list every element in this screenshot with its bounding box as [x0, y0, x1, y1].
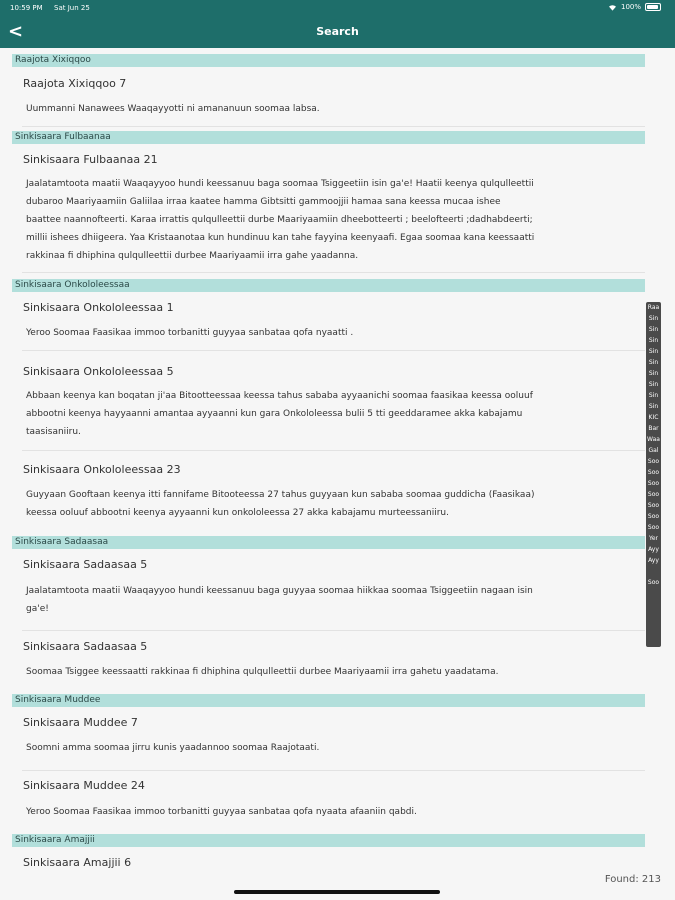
result-text[interactable]: Soomni amma soomaa jirru kunis yaadannoo soomaa Raajotaati. [26, 743, 320, 753]
section-index-item[interactable]: Sin [648, 381, 659, 388]
section-index-item[interactable]: Ayy [648, 557, 659, 564]
search-results-list[interactable] [0, 48, 675, 900]
section-header: Sinkisaara Fulbaanaa [12, 131, 645, 144]
result-text[interactable]: Uummanni Nanawees Waaqayyotti ni amananuun soomaa labsa. [26, 104, 320, 114]
section-index-item[interactable]: Sin [648, 370, 659, 377]
section-index-item[interactable]: Sin [648, 326, 659, 333]
divider [22, 272, 645, 273]
section-index-item[interactable]: Sin [648, 403, 659, 410]
result-text[interactable]: Soomaa Tsiggee keessaatti rakkinaa fi dhiphina qulqulleettii durbee Maariyaamii irra gahetu yaadatama. [26, 667, 499, 677]
section-index-item[interactable]: Bar [648, 425, 659, 432]
section-header: Sinkisaara Onkololeessaa [12, 279, 645, 292]
section-index-item[interactable]: Gal [648, 447, 659, 454]
divider [22, 770, 645, 771]
section-index-item[interactable]: Waa [647, 436, 660, 443]
result-text[interactable]: Yeroo Soomaa Faasikaa immoo torbanitti guyyaa sanbataa qofa nyaatti . [26, 328, 354, 338]
section-header: Raajota Xixiqqoo [12, 54, 645, 67]
status-right [608, 3, 661, 11]
result-title[interactable]: Sinkisaara Amajjii 6 [23, 856, 132, 869]
result-title[interactable]: Sinkisaara Muddee 7 [23, 716, 138, 729]
battery-percent: 100% [620, 3, 641, 11]
section-index-item[interactable]: Soo [647, 458, 660, 465]
result-title[interactable]: Sinkisaara Onkololeessaa 5 [23, 365, 174, 378]
section-index-item[interactable]: Yer [648, 535, 659, 542]
section-index-item[interactable]: KIC [648, 414, 659, 421]
result-title[interactable]: Sinkisaara Onkololeessaa 1 [23, 301, 174, 314]
result-text[interactable]: Guyyaan Gooftaan keenya itti fannifame Bitooteessa 27 tahus guyyaan kun sababa soomaa guddicha (Faasikaa) [26, 490, 535, 500]
back-chevron-icon[interactable]: < [8, 21, 24, 42]
result-text[interactable]: Yeroo Soomaa Faasikaa immoo torbanitti guyyaa sanbataa qofa nyaata afaaniin qabdi. [26, 807, 417, 817]
home-indicator[interactable] [234, 890, 440, 894]
result-text[interactable]: baattee naannofteerti. Karaa irrattis qulqulleettii durbe Maariyaamiin dheebotteerti ; beelofteerti ;dadhabdeerti; [26, 215, 533, 225]
result-title[interactable]: Sinkisaara Sadaasaa 5 [23, 640, 148, 653]
divider [22, 350, 645, 351]
divider [22, 630, 645, 631]
result-text[interactable]: Abbaan keenya kan boqatan ji'aa Bitootteessaa keessa tahus sababa ayyaanichi soomaa faasikaa keessa ooluuf [26, 391, 533, 401]
result-title[interactable]: Sinkisaara Muddee 24 [23, 779, 145, 792]
section-index-item[interactable]: Sin [648, 337, 659, 344]
status-date: Sat Jun 25 [54, 4, 90, 12]
page-title: Search [316, 25, 359, 38]
nav-bar [0, 16, 675, 48]
wifi-icon [608, 4, 617, 11]
result-text[interactable]: Jaalatamtoota maatii Waaqayyoo hundi keessanuu baga soomaa Tsiggeetiin isin ga'e! Haatii keenya qulqulleettii [26, 179, 534, 189]
section-header: Sinkisaara Amajjii [12, 834, 645, 847]
result-text[interactable]: rakkinaa fi dhiphina qulqulleettii durbee Maariyaamii irra gahe yaadanna. [26, 251, 359, 261]
section-index-item[interactable]: Soo [647, 524, 660, 531]
found-count: Found: 213 [604, 874, 661, 885]
result-text[interactable]: dubaroo Maariyaamiin Galiilaa irraa kaatee hamma Gibtsitti gammoojjii hamaa sana keessa mucaa ishee [26, 197, 501, 207]
result-text[interactable]: abbootni keenya hayyaanni amantaa ayyaanni kun gara Onkololeessa bulii 5 tti geeddaramee akka kabajamu [26, 409, 523, 419]
section-index-item[interactable]: Sin [648, 315, 659, 322]
section-index-item[interactable]: Soo [647, 513, 660, 520]
section-index-item[interactable]: Sin [648, 348, 659, 355]
section-index-item[interactable]: Ayy [648, 546, 659, 553]
section-index-item[interactable]: Soo [647, 579, 660, 586]
result-text[interactable]: keessa ooluuf abbootni keenya ayyaanni kun onkololeessa 27 akka kabajamu murteessaniiru. [26, 508, 449, 518]
battery-icon [645, 3, 661, 11]
section-index-item[interactable] [646, 566, 661, 577]
section-index-item[interactable]: Soo [647, 491, 660, 498]
result-text[interactable]: millii ishees dhiigeera. Yaa Kristaanotaa kun hundinuu kan tahe fayyina keenyaafi. Egaa soomaa kana keessaatti [26, 233, 535, 243]
section-index-item[interactable]: Soo [647, 469, 660, 476]
result-title[interactable]: Sinkisaara Onkololeessaa 23 [23, 463, 181, 476]
section-index-item[interactable]: Raa [647, 304, 660, 311]
section-header: Sinkisaara Muddee [12, 694, 645, 707]
section-index-item[interactable]: Sin [648, 359, 659, 366]
result-text[interactable]: taasisaniiru. [26, 427, 81, 437]
status-bar [0, 0, 675, 16]
section-index-item[interactable]: Sin [648, 392, 659, 399]
section-header: Sinkisaara Sadaasaa [12, 536, 645, 549]
divider [22, 450, 645, 451]
section-index-item[interactable]: Soo [647, 502, 660, 509]
result-text[interactable]: Jaalatamtoota maatii Waaqayyoo hundi keessanuu baga guyyaa soomaa hiikkaa soomaa Tsiggeetiin nagaan isin [26, 586, 533, 596]
divider [22, 126, 645, 127]
result-title[interactable]: Sinkisaara Sadaasaa 5 [23, 558, 148, 571]
section-index-item[interactable]: Soo [647, 480, 660, 487]
status-time: 10:59 PM [10, 4, 43, 12]
section-index-bar[interactable] [646, 302, 661, 647]
result-title[interactable]: Sinkisaara Fulbaanaa 21 [23, 153, 158, 166]
result-text[interactable]: ga'e! [26, 604, 49, 614]
result-title[interactable]: Raajota Xixiqqoo 7 [23, 77, 127, 90]
